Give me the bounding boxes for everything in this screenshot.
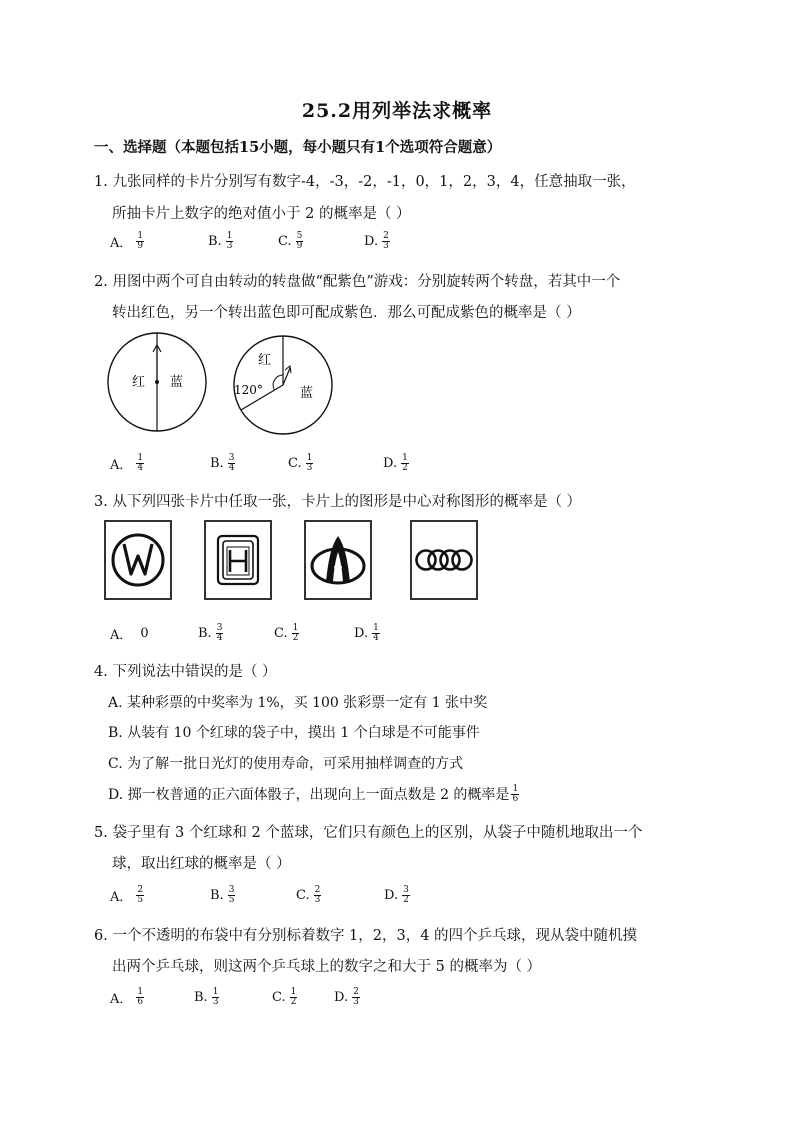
q5-options xyxy=(110,886,410,905)
q3-option-c[interactable]: C. $\frac{1}{2}$ xyxy=(274,623,299,643)
fraction: $\frac{1}{6}$ xyxy=(512,783,519,804)
fraction: $\frac{3}{4}$ xyxy=(228,453,235,473)
q2-stem-line2: 转出红色，另一个转出蓝色即可配成紫色．那么可配成紫色的概率是（ ） xyxy=(112,305,581,321)
q3-option-b[interactable]: B. $\frac{3}{4}$ xyxy=(198,623,223,643)
fraction: $\frac{1}{3}$ xyxy=(226,231,233,251)
fraction: $\frac{2}{3}$ xyxy=(314,885,321,905)
section-heading: 一、选择题（本题包括15小题，每小题只有1个选项符合题意） xyxy=(94,139,502,156)
vw-logo-icon xyxy=(106,522,170,598)
fraction: $\frac{1}{4}$ xyxy=(137,453,144,473)
chery-logo-icon xyxy=(306,522,370,598)
card-3[interactable] xyxy=(304,520,372,600)
card-2[interactable] xyxy=(204,520,272,600)
q2-option-d[interactable]: D. $\frac{1}{2}$ xyxy=(383,453,408,473)
disk1-right-label: 蓝 xyxy=(170,375,184,390)
spinner-disk-1 xyxy=(108,333,206,431)
q1-stem-line2: 所抽卡片上数字的绝对值小于 2 的概率是（ ） xyxy=(112,206,411,222)
q6-option-c[interactable]: C. $\frac{1}{2}$ xyxy=(272,987,297,1007)
fraction: $\frac{3}{4}$ xyxy=(216,623,223,643)
card-1[interactable] xyxy=(104,520,172,600)
spinner-disk-2 xyxy=(234,336,332,434)
q5-option-c[interactable]: C. $\frac{2}{3}$ xyxy=(296,885,321,905)
disk1-left-label: 红 xyxy=(132,375,146,390)
fraction: $\frac{1}{2}$ xyxy=(292,623,299,643)
q1-options xyxy=(110,232,390,251)
q6-options xyxy=(110,988,360,1007)
fraction: $\frac{1}{4}$ xyxy=(373,623,379,643)
q1-option-c[interactable]: C. $\frac{5}{9}$ xyxy=(278,231,303,251)
q4-option-d[interactable]: D. 掷一枚普通的正六面体骰子，出现向上一面点数是 2 的概率是 $\frac{1}{6}$ xyxy=(108,783,519,804)
q3-option-a[interactable]: A． 0 xyxy=(110,626,149,643)
fraction: $\frac{2}{3}$ xyxy=(383,231,389,251)
disk2-angle-label: 120° xyxy=(234,383,263,397)
hongqi-logo-icon xyxy=(206,522,270,598)
q1-option-d[interactable]: D. $\frac{2}{3}$ xyxy=(364,231,389,251)
q2-stem-line1: 2. 用图中两个可自由转动的转盘做“配紫色”游戏：分别旋转两个转盘，若其中一个 xyxy=(94,274,621,290)
fraction: $\frac{1}{3}$ xyxy=(306,453,313,473)
fraction: $\frac{1}{2}$ xyxy=(402,453,408,473)
fraction: $\frac{2}{3}$ xyxy=(353,987,359,1007)
audi-rings-icon xyxy=(412,522,476,598)
fraction: $\frac{1}{3}$ xyxy=(212,987,219,1007)
fraction: $\frac{1}{6}$ xyxy=(137,987,144,1007)
pointer-arrow-icon xyxy=(283,368,290,385)
q2-option-b[interactable]: B. $\frac{3}{4}$ xyxy=(210,453,235,473)
q4-stem: 4. 下列说法中错误的是（ ） xyxy=(94,664,277,680)
q1-stem-line1: 1. 九张同样的卡片分别写有数字-4，-3，-2，-1，0，1，2，3，4，任意抽取一张， xyxy=(94,174,636,190)
q5-option-b[interactable]: B. $\frac{3}{5}$ xyxy=(210,885,235,905)
q6-option-b[interactable]: B. $\frac{1}{3}$ xyxy=(194,987,219,1007)
disk2-right-label: 蓝 xyxy=(300,386,314,401)
q3-stem-line1: 3. 从下列四张卡片中任取一张，卡片上的图形是中心对称图形的概率是（ ） xyxy=(94,494,582,510)
fraction: $\frac{2}{5}$ xyxy=(137,885,144,905)
fraction: $\frac{3}{2}$ xyxy=(403,885,409,905)
q4-option-c[interactable]: C. 为了解一批日光灯的使用寿命，可采用抽样调查的方式 xyxy=(108,756,464,772)
q5-stem-line2: 球，取出红球的概率是（ ） xyxy=(112,856,291,872)
q5-stem-line1: 5. 袋子里有 3 个红球和 2 个蓝球，它们只有颜色上的区别，从袋子中随机地取出一个 xyxy=(94,825,643,841)
fraction: $\frac{3}{5}$ xyxy=(228,885,235,905)
q2-option-c[interactable]: C. $\frac{1}{3}$ xyxy=(288,453,313,473)
q4-option-a[interactable]: A. 某种彩票的中奖率为 1%，买 100 张彩票一定有 1 张中奖 xyxy=(108,695,488,711)
q6-stem-line1: 6. 一个不透明的布袋中有分别标着数字 1，2，3，4 的四个乒乓球，现从袋中随机摸 xyxy=(94,928,638,944)
q3-options xyxy=(110,624,380,643)
spinner-figures xyxy=(100,330,340,442)
q6-option-a[interactable]: A． $\frac{1}{6}$ xyxy=(110,987,144,1007)
q2-option-a[interactable]: A． $\frac{1}{4}$ xyxy=(110,453,144,473)
fraction: $\frac{5}{9}$ xyxy=(296,231,303,251)
q2-options xyxy=(110,454,409,473)
disk2-top-label: 红 xyxy=(258,353,272,368)
q5-option-d[interactable]: D. $\frac{3}{2}$ xyxy=(384,885,409,905)
q3-option-d[interactable]: D. $\frac{1}{4}$ xyxy=(354,623,379,643)
q6-option-d[interactable]: D. $\frac{2}{3}$ xyxy=(334,987,359,1007)
q6-stem-line2: 出两个乒乓球，则这两个乒乓球上的数字之和大于 5 的概率为（ ） xyxy=(112,959,542,975)
fraction: $\frac{1}{2}$ xyxy=(290,987,297,1007)
q1-option-a[interactable]: A． $\frac{1}{9}$ xyxy=(110,231,144,251)
q4-option-b[interactable]: B. 从装有 10 个红球的袋子中，摸出 1 个白球是不可能事件 xyxy=(108,725,480,741)
card-4[interactable] xyxy=(410,520,478,600)
fraction: $\frac{1}{9}$ xyxy=(137,231,144,251)
q1-option-b[interactable]: B. $\frac{1}{3}$ xyxy=(208,231,233,251)
page-title: 25.2用列举法求概率 xyxy=(301,100,493,122)
q5-option-a[interactable]: A． $\frac{2}{5}$ xyxy=(110,885,144,905)
